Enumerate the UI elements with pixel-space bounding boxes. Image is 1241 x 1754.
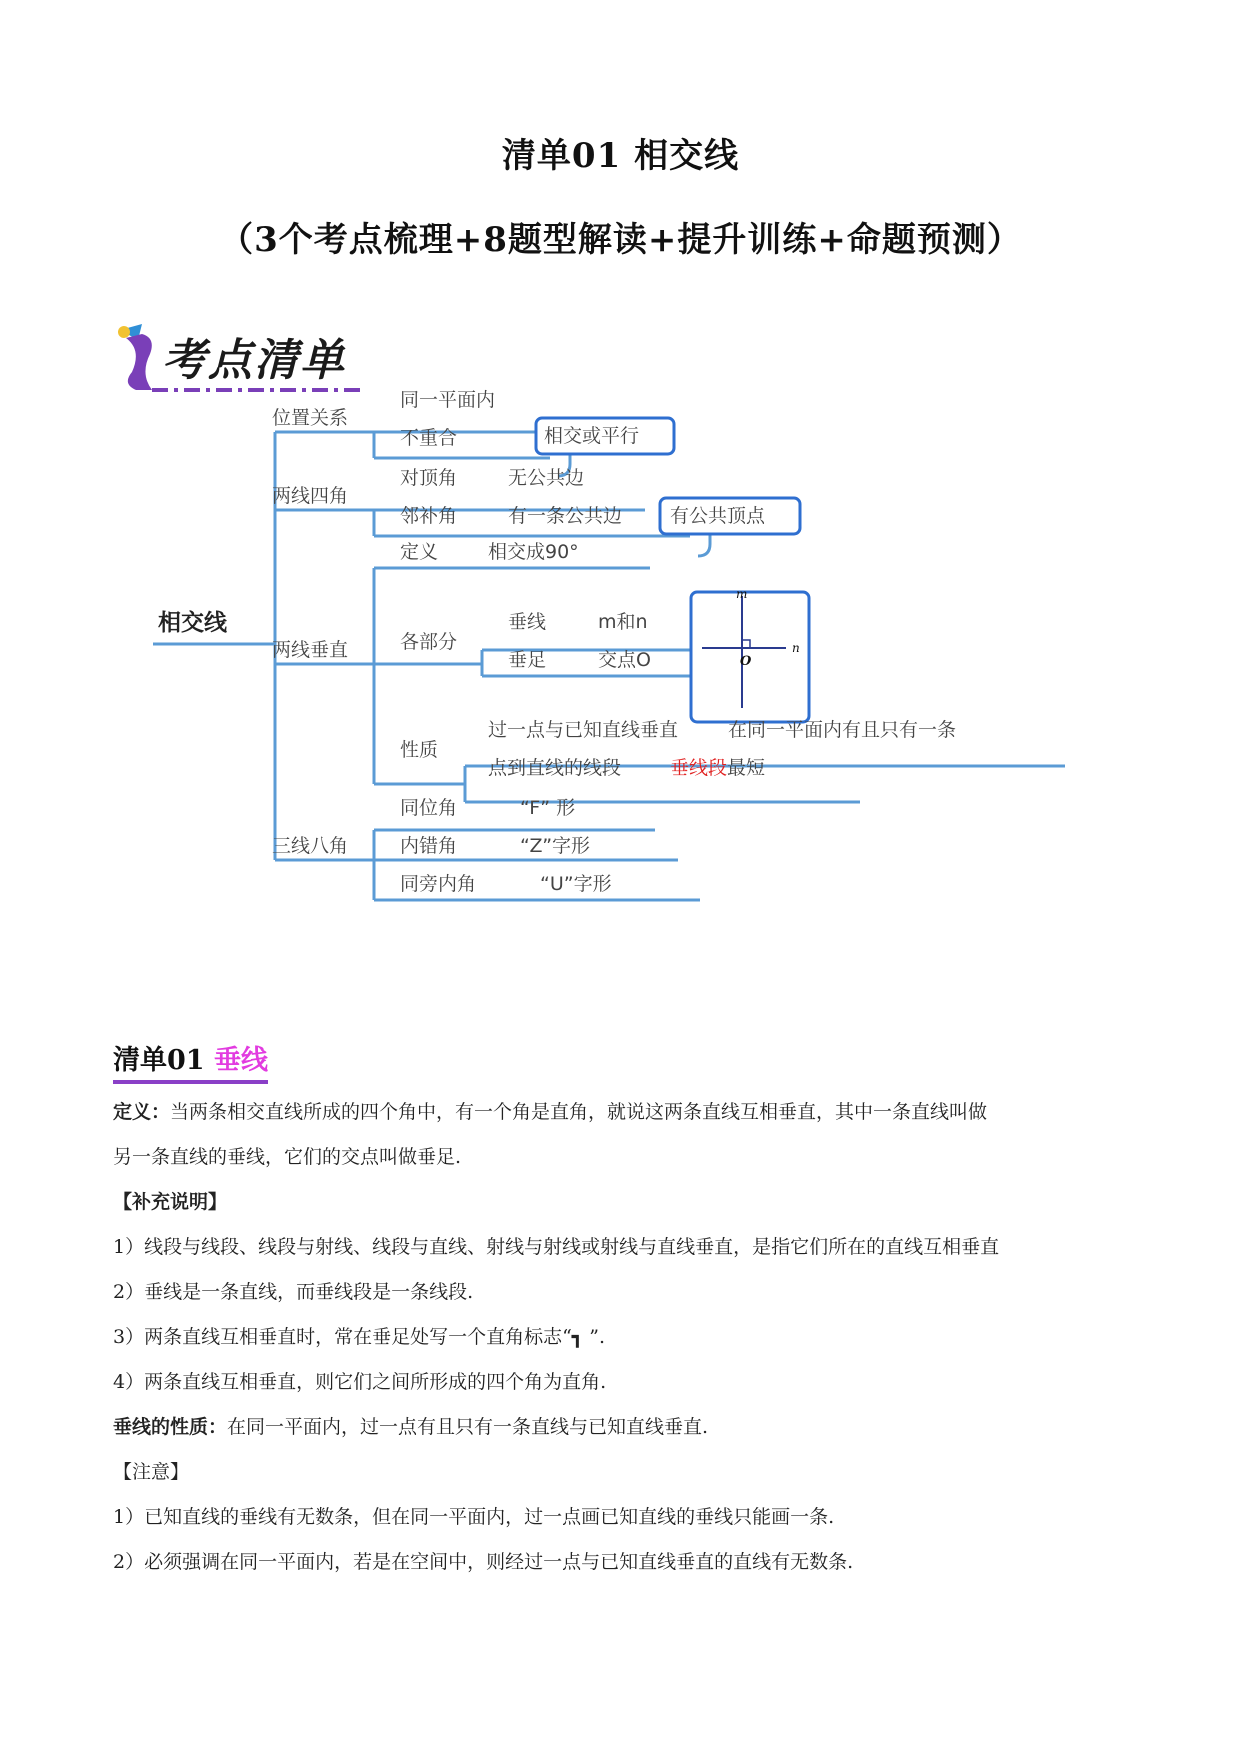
branch-item: 有一条公共边 [508, 505, 623, 527]
branch-item: 不重合 [400, 427, 458, 449]
supplement-item: 2）垂线是一条直线，而垂线段是一条线段. [113, 1281, 474, 1303]
note-item: 2）必须强调在同一平面内，若是在空间中，则经过一点与已知直线垂直的直线有无数条. [113, 1551, 854, 1573]
branch-item: 在同一平面内有且只有一条 [728, 719, 957, 741]
supplement-item: 3）两条直线互相垂直时，常在垂足处写一个直角标志“┓ ”. [113, 1326, 606, 1348]
branch-item: 交点O [598, 649, 651, 671]
branch-item: “U”字形 [540, 873, 612, 895]
banner-label: 考点清单 [162, 335, 346, 386]
branch-item: 定义 [400, 541, 439, 563]
kaodian-banner [112, 320, 372, 400]
note-heading: 【注意】 [113, 1461, 190, 1483]
supplement-item: 4）两条直线互相垂直，则它们之间所形成的四个角为直角. [113, 1371, 607, 1393]
mind-map [130, 389, 1110, 1020]
branch-label: 两线四角 [272, 485, 349, 507]
diagram-label-n: n [792, 641, 800, 655]
document-title: 清单01 相交线 [501, 136, 740, 176]
branch-item: 同一平面内 [400, 389, 496, 411]
definition-text-cont: 另一条直线的垂线，它们的交点叫做垂足. [113, 1146, 462, 1168]
branch-item: 相交成90° [488, 541, 579, 563]
branch-item: 点到直线的线段 [488, 757, 622, 779]
branch-item: 对顶角 [400, 467, 458, 489]
supplement-item: 1）线段与线段、线段与射线、线段与直线、射线与射线或射线与直线垂直，是指它们所在的直线互相垂直 [113, 1236, 1000, 1258]
definition-line [113, 1098, 1133, 1126]
branch-label: 位置关系 [272, 407, 349, 429]
result-box-label: 相交或平行 [544, 425, 640, 447]
branch-item: 各部分 [400, 631, 458, 653]
branch-label: 两线垂直 [272, 639, 349, 661]
branch-item: m和n [598, 611, 648, 633]
definition-label: 定义： [113, 1101, 171, 1123]
document-subtitle: （3个考点梳理+8题型解读+提升训练+命题预测） [219, 220, 1022, 260]
section-prefix: 清单01 [113, 1045, 214, 1076]
diagram-label-o: O [740, 654, 752, 669]
branch-item: “Z”字形 [520, 835, 591, 857]
branch-item: 最短 [727, 757, 766, 779]
property-line [113, 1413, 1133, 1441]
supplement-heading: 【补充说明】 [113, 1191, 228, 1213]
definition-text: 当两条相交直线所成的四个角中，有一个角是直角，就说这两条直线互相垂直，其中一条直线叫做 [170, 1101, 988, 1123]
section-heading [113, 1044, 268, 1084]
branch-label: 三线八角 [272, 835, 349, 857]
svg-text:垂线段最短 [670, 757, 765, 779]
highlight-text: 垂线段 [670, 757, 728, 779]
diagram-label-m: m [736, 587, 748, 601]
root-label: 相交线 [158, 610, 227, 636]
branch-item: 垂足 [508, 649, 547, 671]
branch-item: 邻补角 [400, 505, 458, 527]
branch-item: 垂线 [508, 611, 547, 633]
branch-item: 无公共边 [508, 467, 585, 489]
property-label: 垂线的性质： [113, 1416, 228, 1438]
branch-item: 内错角 [400, 835, 458, 857]
property-text: 在同一平面内，过一点有且只有一条直线与已知直线垂直. [227, 1416, 709, 1438]
branch-item: 同旁内角 [400, 873, 477, 895]
note-item: 1）已知直线的垂线有无数条，但在同一平面内，过一点画已知直线的垂线只能画一条. [113, 1506, 835, 1528]
branch-item: 同位角 [400, 797, 458, 819]
result-box-label: 有公共顶点 [670, 505, 766, 527]
branch-item: 性质 [400, 739, 439, 761]
branch-item: “F” 形 [520, 797, 576, 819]
branch-item: 过一点与已知直线垂直 [488, 719, 679, 741]
section-name: 垂线 [213, 1045, 268, 1076]
